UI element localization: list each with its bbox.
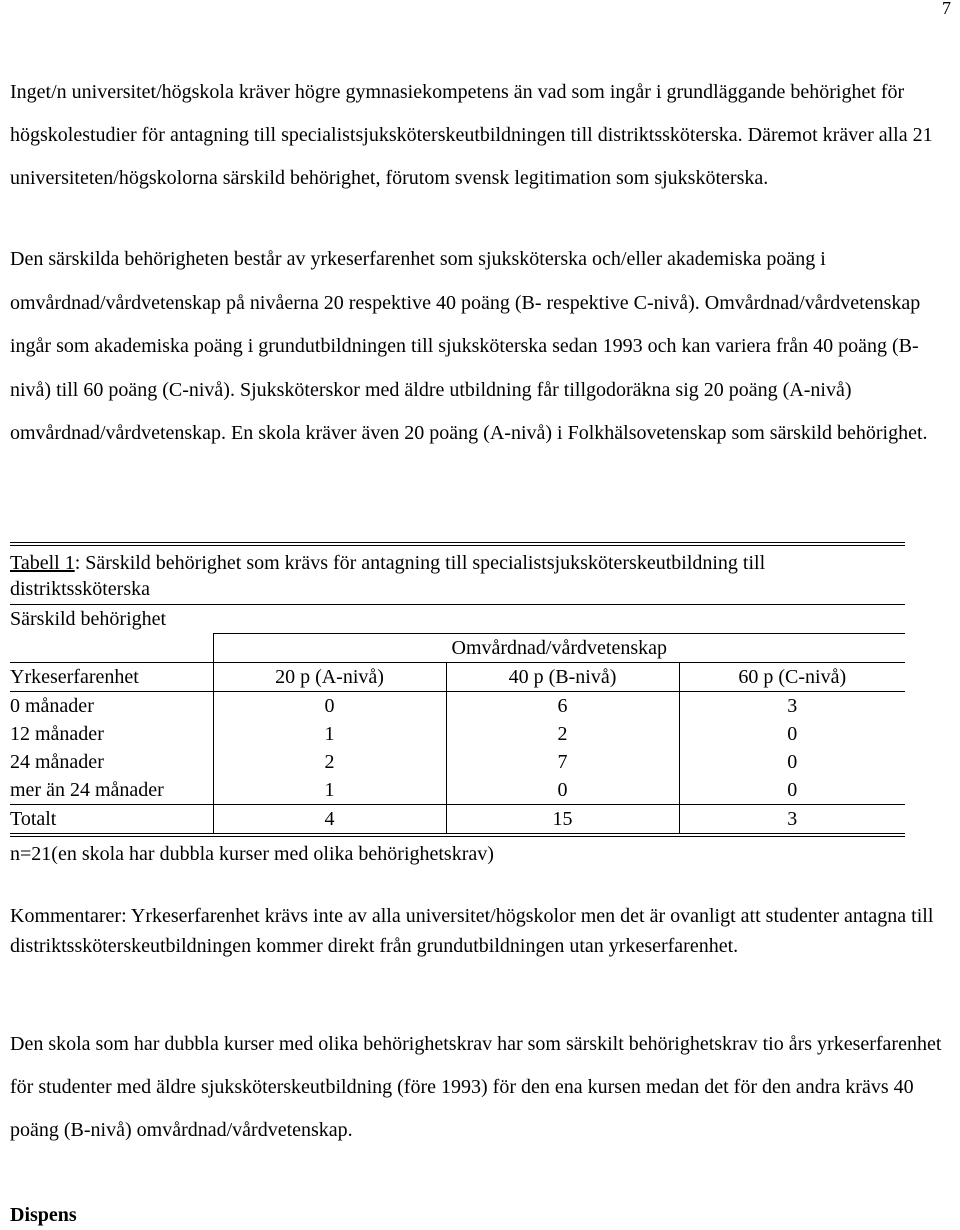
table-cell: 3 bbox=[679, 805, 905, 834]
column-header: 60 p (C-nivå) bbox=[679, 663, 905, 692]
paragraph-special-eligibility: Den särskilda behörigheten består av yrkeserfarenhet som sjuksköterska och/eller akademiska poäng i omvårdnad/vårdvetenskap på nivåerna 20 respektive 40 poäng (B- respektive C-nivå). Omvårdnad/vårdvetenskap ingår som akademiska poäng i grundutbildningen till sjuksköterska sedan 1993 och kan variera från 40 poäng (B-nivå) till 60 poäng (C-nivå). Sjuksköterskor med äldre utbildning får tillgodoräkna sig 20 poäng (A-nivå) omvårdnad/vårdvetenskap. En skola kräver även 20 poäng (A-nivå) i Folkhälsovetenskap som särskild behörighet. bbox=[10, 248, 928, 444]
comment-paragraph: Kommentarer: Yrkeserfarenhet krävs inte av alla universitet/högskolor men det är ovanligt att studenter antagna till distriktssköterskeutbildningen kommer direkt från grundutbildningen utan yrkeserfarenhet. bbox=[10, 905, 934, 957]
table-cell: 0 bbox=[446, 776, 679, 805]
table-cell: Totalt bbox=[10, 805, 213, 834]
table-note: n=21(en skola har dubbla kurser med olika behörighetskrav) bbox=[10, 843, 494, 865]
table-column-header-row bbox=[10, 663, 905, 692]
table-cell: 12 månader bbox=[10, 723, 104, 745]
table-cell: 2 bbox=[446, 720, 679, 748]
table-cell: 15 bbox=[446, 805, 679, 834]
table-cell: 6 bbox=[446, 692, 679, 721]
paragraph-dual-courses: Den skola som har dubbla kurser med olika behörighetskrav har som särskilt behörighetskrav tio års yrkeserfarenhet för studenter med äldre sjuksköterskeutbildning (före 1993) för den ena kursen medan det för den andra krävs 40 poäng (B-nivå) omvårdnad/vårdvetenskap. bbox=[10, 1033, 942, 1141]
table-row bbox=[10, 748, 905, 776]
table-row bbox=[10, 776, 905, 805]
table-cell: 4 bbox=[213, 805, 446, 834]
table-cell: 2 bbox=[213, 748, 446, 776]
table-cell: 0 bbox=[679, 748, 905, 776]
table-cell: 1 bbox=[213, 720, 446, 748]
group-header: Omvårdnad/vårdvetenskap bbox=[213, 634, 905, 663]
section-heading: Dispens bbox=[10, 1204, 77, 1226]
paragraph-admission-requirements: Inget/n universitet/högskola kräver högre gymnasiekompetens än vad som ingår i grundläggande behörighet för högskolestudier för antagning till specialistsjuksköterskeutbildningen till distriktssköterska. Däremot kräver alla 21 universiteten/högskolorna särskild behörighet, förutom svensk legitimation som sjuksköterska. bbox=[10, 81, 933, 189]
table-caption bbox=[10, 546, 905, 604]
column-header: 20 p (A-nivå) bbox=[213, 663, 446, 692]
table-total-row bbox=[10, 805, 905, 834]
table-cell: 24 månader bbox=[10, 751, 104, 773]
column-header: Yrkeserfarenhet bbox=[10, 663, 213, 692]
table-caption-text: : Särskild behörighet som krävs för antagning till specialistsjuksköterskeutbildning till distriktssköterska bbox=[10, 552, 766, 600]
table-row bbox=[10, 692, 905, 721]
table-cell: 0 bbox=[213, 692, 446, 721]
eligibility-table bbox=[10, 604, 905, 833]
page-number: 7 bbox=[942, 0, 951, 18]
table-cell: 0 bbox=[679, 776, 905, 805]
table-cell: 3 bbox=[679, 692, 905, 721]
table-caption-label: Tabell 1 bbox=[10, 552, 75, 574]
table-cell: 1 bbox=[213, 776, 446, 805]
table-cell: 0 månader bbox=[10, 695, 94, 717]
section-header: Särskild behörighet bbox=[10, 605, 905, 634]
table-row bbox=[10, 720, 905, 748]
table-cell: mer än 24 månader bbox=[10, 779, 164, 801]
table-cell: 0 bbox=[679, 720, 905, 748]
table-group-header-row bbox=[10, 634, 905, 663]
column-header: 40 p (B-nivå) bbox=[446, 663, 679, 692]
table-section-header-row bbox=[10, 605, 905, 634]
eligibility-table-block bbox=[10, 542, 905, 869]
table-cell: 7 bbox=[446, 748, 679, 776]
